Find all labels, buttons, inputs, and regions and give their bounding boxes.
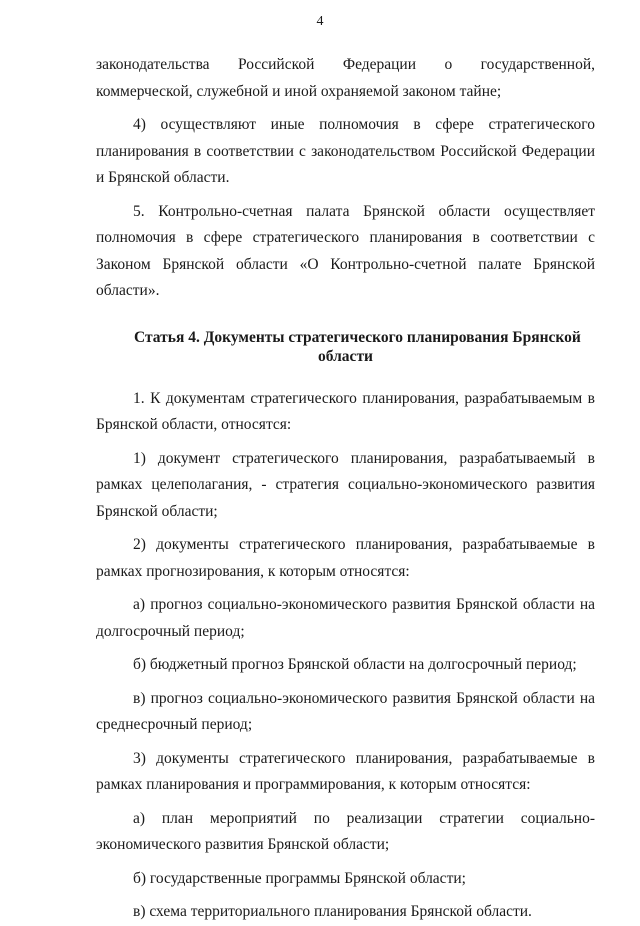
paragraph-item-4: 4) осуществляют иные полномочия в сфере стратегического планирования в соответствии с законодательством Российской Федерации и Брянской области. [96,116,595,186]
document-body [96,52,595,926]
paragraph-item-5: 5. Контрольно-счетная палата Брянской области осуществляет полномочия в сфере стратегического планирования в соответствии с Законом Брянской области «О Контрольно-счетной палате Брянской области». [96,202,595,299]
paragraph-subitem-3a: а) план мероприятий по реализации стратегии социально-экономического развития Брянской области; [96,809,595,853]
paragraph-subitem-3b: б) государственные программы Брянской области; [133,869,466,887]
paragraph-subitem-2a: а) прогноз социально-экономического развития Брянской области на долгосрочный период; [96,596,595,640]
paragraph-continuation: законодательства Российской Федерации о государственной, коммерческой, служебной и иной охраняемой законом тайне; [96,56,595,100]
paragraph-subitem-2c: в) прогноз социально-экономического развития Брянской области на среднесрочный период; [96,689,595,733]
article-heading-line2: области [318,347,373,365]
paragraph-subitem-3c: в) схема территориального планирования Брянской области. [133,903,532,920]
paragraph-article-intro: 1. К документам стратегического планирования, разрабатываемым в Брянской области, относятся: [96,389,595,433]
paragraph-subitem-2b: б) бюджетный прогноз Брянской области на долгосрочный период; [133,656,577,673]
page-number: 4 [316,14,324,29]
article-heading [96,328,595,366]
paragraph-subitem-1: 1) документ стратегического планирования, разрабатываемый в рамках целеполагания, - стратегия социально-экономического развития Брянской области; [96,449,595,520]
paragraph-subitem-2: 2) документы стратегического планирования, разрабатываемые в рамках прогнозирования, к которым относятся: [96,536,595,580]
article-heading-line1: Статья 4. Документы стратегического планирования Брянской [134,328,581,346]
paragraph-subitem-3: 3) документы стратегического планирования, разрабатываемые в рамках планирования и программирования, к которым относятся: [96,749,595,793]
